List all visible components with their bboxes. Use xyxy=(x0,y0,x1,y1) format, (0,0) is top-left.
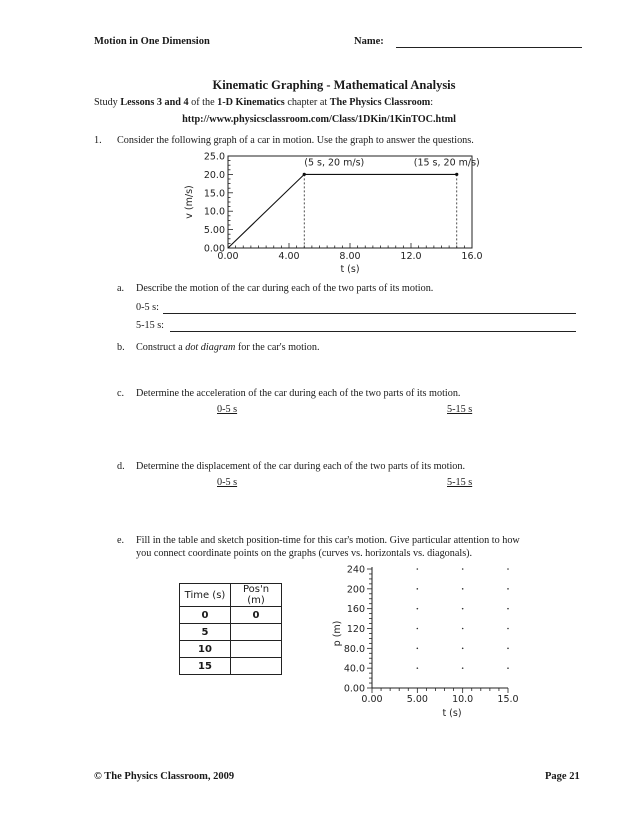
x-axis-label: t (s) xyxy=(442,708,462,719)
y-tick-label: 15.0 xyxy=(203,188,225,200)
study-lessons: Lessons 3 and 4 xyxy=(120,97,189,108)
grid-dot xyxy=(417,648,419,650)
study-line xyxy=(94,97,433,108)
study-prefix: Study xyxy=(94,97,121,108)
part-b-text xyxy=(136,342,320,353)
part-d-col2: 5-15 s xyxy=(447,477,473,488)
part-b-suffix: for the car's motion. xyxy=(235,342,320,353)
name-input-line[interactable] xyxy=(396,47,582,48)
part-c-col1: 0-5 s xyxy=(217,404,238,415)
velocity-line xyxy=(228,174,457,248)
position-table xyxy=(179,583,282,675)
x-tick-label: 16.0 xyxy=(461,251,483,262)
x-tick-label: 12.0 xyxy=(400,251,422,262)
part-b-letter: b. xyxy=(117,342,125,353)
table-row xyxy=(180,641,282,658)
footer-copyright: © The Physics Classroom, 2009 xyxy=(94,771,235,782)
grid-dot xyxy=(507,648,509,650)
data-point xyxy=(455,173,458,176)
part-b-italic: dot diagram xyxy=(185,342,236,353)
x-axis-label: t (s) xyxy=(340,264,360,275)
study-site: The Physics Classroom xyxy=(329,97,431,108)
grid-dot xyxy=(417,667,419,669)
x-tick-label: 0.00 xyxy=(361,694,383,705)
grid-dot xyxy=(507,608,509,610)
grid-dot xyxy=(462,608,464,610)
grid-dot xyxy=(462,667,464,669)
header-section: Motion in One Dimension xyxy=(94,36,210,47)
grid-dot xyxy=(507,568,509,570)
table-cell-position[interactable]: 0 xyxy=(231,607,282,624)
y-tick-label: 5.00 xyxy=(203,225,225,237)
table-cell-time: 10 xyxy=(180,641,231,658)
part-c-letter: c. xyxy=(117,388,125,399)
table-cell-position[interactable] xyxy=(231,658,282,675)
x-tick-label: 15.0 xyxy=(497,694,519,705)
grid-dot xyxy=(507,667,509,669)
grid-dot xyxy=(462,648,464,650)
y-axis-label: v (m/s) xyxy=(184,185,195,219)
study-url[interactable]: http://www.physicsclassroom.com/Class/1DKin/1KinTOC.html xyxy=(182,114,456,125)
part-a-letter: a. xyxy=(117,283,125,294)
annotation-label: (15 s, 20 m/s) xyxy=(413,157,480,169)
part-a-line1-answer[interactable] xyxy=(163,313,576,314)
annotation-label: (5 s, 20 m/s) xyxy=(304,157,365,169)
x-tick-label: 10.0 xyxy=(452,694,474,705)
y-tick-label: 80.0 xyxy=(343,643,365,655)
study-chapter-at: chapter at xyxy=(284,97,330,108)
study-chapter: 1-D Kinematics xyxy=(217,97,285,108)
study-of-the: of the xyxy=(188,97,218,108)
y-tick-label: 0.00 xyxy=(343,683,365,695)
table-row xyxy=(180,658,282,675)
y-tick-label: 40.0 xyxy=(343,663,365,675)
table-row xyxy=(180,624,282,641)
x-tick-label: 8.00 xyxy=(339,251,361,262)
table-cell-time: 5 xyxy=(180,624,231,641)
part-a-text: Describe the motion of the car during each of the two parts of its motion. xyxy=(136,283,434,294)
table-header-position: Pos'n (m) xyxy=(231,584,282,607)
table-header-row xyxy=(180,584,282,607)
grid-dot xyxy=(462,588,464,590)
grid-dot xyxy=(507,588,509,590)
part-d-col1: 0-5 s xyxy=(217,477,238,488)
question-text: Consider the following graph of a car in motion. Use the graph to answer the questions. xyxy=(117,135,474,146)
y-tick-label: 20.0 xyxy=(203,169,225,181)
part-b-prefix: Construct a xyxy=(136,342,186,353)
part-a-line2-label: 5-15 s: xyxy=(136,320,165,331)
part-a-line2-answer[interactable] xyxy=(170,331,576,332)
part-d-text: Determine the displacement of the car during each of the two parts of its motion. xyxy=(136,461,466,472)
velocity-time-graph xyxy=(170,148,490,276)
page-title: Kinematic Graphing - Mathematical Analysis xyxy=(212,78,456,92)
part-c-text: Determine the acceleration of the car during each of the two parts of its motion. xyxy=(136,388,461,399)
y-tick-label: 200 xyxy=(346,584,365,596)
table-cell-time: 15 xyxy=(180,658,231,675)
y-tick-label: 10.0 xyxy=(203,206,225,218)
part-d-letter: d. xyxy=(117,461,125,472)
x-tick-label: 0.00 xyxy=(217,251,239,262)
table-row xyxy=(180,607,282,624)
part-a-line1-label: 0-5 s: xyxy=(136,302,159,313)
part-e-text-line1: Fill in the table and sketch position-time for this car's motion. Give particular attention to how xyxy=(136,535,520,546)
y-tick-label: 120 xyxy=(346,624,365,635)
data-point xyxy=(303,173,306,176)
position-time-graph[interactable] xyxy=(318,558,530,720)
grid-dot xyxy=(462,568,464,570)
part-e-letter: e. xyxy=(117,535,125,546)
grid-dot xyxy=(417,628,419,630)
table-header-time: Time (s) xyxy=(180,584,231,607)
grid-dot xyxy=(507,628,509,630)
table-cell-position[interactable] xyxy=(231,624,282,641)
table-cell-time: 0 xyxy=(180,607,231,624)
plot-frame xyxy=(228,156,472,248)
study-colon: : xyxy=(430,97,434,108)
grid-dot xyxy=(462,628,464,630)
question-number: 1. xyxy=(94,135,102,146)
y-tick-label: 25.0 xyxy=(203,151,225,163)
name-label: Name: xyxy=(354,36,384,47)
x-tick-label: 4.00 xyxy=(278,251,300,262)
y-axis-label: p (m) xyxy=(332,620,343,647)
part-c-col2: 5-15 s xyxy=(447,404,473,415)
part-e-text-line2: you connect coordinate points on the graphs (curves vs. horizontals vs. diagonals). xyxy=(136,548,473,559)
y-tick-label: 0.00 xyxy=(203,243,225,255)
y-tick-label: 240 xyxy=(346,564,365,576)
grid-dot xyxy=(417,608,419,610)
y-tick-label: 160 xyxy=(346,604,365,616)
grid-dot xyxy=(417,568,419,570)
grid-dot xyxy=(417,588,419,590)
x-tick-label: 5.00 xyxy=(406,694,428,705)
footer-page: Page 21 xyxy=(545,771,580,782)
table-cell-position[interactable] xyxy=(231,641,282,658)
